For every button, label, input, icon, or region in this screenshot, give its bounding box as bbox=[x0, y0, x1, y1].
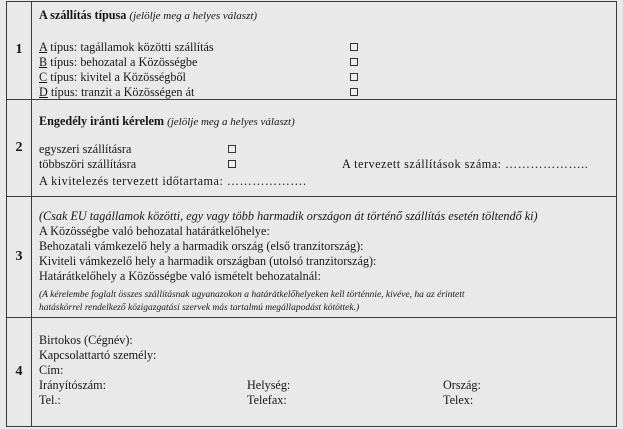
section-hint: (jelölje meg a helyes választ) bbox=[167, 115, 295, 128]
option-letter: C bbox=[39, 70, 48, 84]
checkbox-multiple-shipment[interactable] bbox=[228, 160, 236, 168]
section-1-row bbox=[7, 2, 617, 100]
option-text: típus: tranzit a Közösségen át bbox=[47, 85, 195, 99]
contact-person-field[interactable]: Kapcsolattartó személy: bbox=[39, 347, 157, 362]
option-type-a bbox=[39, 40, 214, 55]
option-letter: D bbox=[39, 85, 48, 99]
planned-duration-field[interactable]: A kivitelezés tervezett időtartama: ………………. bbox=[39, 173, 307, 188]
planned-shipments-count-field[interactable]: A tervezett szállítások száma: ……………….. bbox=[342, 156, 589, 171]
section-number: 2 bbox=[7, 99, 32, 196]
single-shipment-label: egyszeri szállításra bbox=[39, 141, 132, 156]
telex-field[interactable]: Telex: bbox=[443, 392, 474, 407]
option-type-b bbox=[39, 55, 197, 70]
section-title: Engedély iránti kérelem bbox=[39, 113, 165, 128]
section-4-content bbox=[32, 317, 617, 426]
option-letter: B bbox=[39, 55, 48, 69]
option-type-d bbox=[39, 85, 194, 100]
multiple-shipment-label: többszöri szállításra bbox=[39, 156, 137, 171]
section-2-row bbox=[7, 99, 617, 196]
import-customs-office-field[interactable]: Behozatali vámkezelő hely a harmadik ország (első tranzitország): bbox=[39, 238, 364, 253]
section-number: 3 bbox=[7, 196, 32, 317]
reentry-crossing-field[interactable]: Határátkelőhely a Közösségbe való ismételt behozatalnál: bbox=[39, 268, 321, 283]
option-text: típus: kivitel a Közösségből bbox=[47, 70, 186, 84]
section-3-note: (Csak EU tagállamok közötti, egy vagy több harmadik országon át történő szállítás esetén töltendő ki) bbox=[39, 208, 538, 223]
country-field[interactable]: Ország: bbox=[443, 377, 481, 392]
zip-code-field[interactable]: Irányítószám: bbox=[39, 377, 107, 392]
section-2-content bbox=[32, 99, 617, 196]
section-hint: (jelölje meg a helyes választ) bbox=[129, 10, 258, 22]
community-entry-crossing-field[interactable]: A Közösségbe való behozatal határátkelőhelye: bbox=[39, 223, 270, 238]
address-field[interactable]: Cím: bbox=[39, 362, 64, 377]
section-4-row bbox=[7, 317, 617, 426]
checkbox-single-shipment[interactable] bbox=[228, 145, 236, 153]
option-type-c bbox=[39, 70, 186, 85]
checkbox-type-b[interactable] bbox=[350, 58, 358, 66]
section-title: A szállítás típusa bbox=[39, 8, 127, 22]
section-3-row bbox=[7, 196, 617, 317]
option-text: típus: tagállamok közötti szállítás bbox=[47, 40, 214, 54]
section-3-content bbox=[32, 196, 617, 317]
checkbox-type-c[interactable] bbox=[350, 73, 358, 81]
section-3-footnote-line1: (A kérelembe foglalt összes szállításnak ugyanazokon a határátkelőhelyeken kell történnie, kivéve, ha az érintett bbox=[39, 289, 465, 300]
section-number: 1 bbox=[7, 2, 32, 100]
holder-company-field[interactable]: Birtokos (Cégnév): bbox=[39, 332, 133, 347]
city-field[interactable]: Helység: bbox=[247, 377, 291, 392]
checkbox-type-d[interactable] bbox=[350, 88, 358, 96]
section-1-heading bbox=[39, 8, 257, 23]
section-1-content bbox=[32, 2, 617, 100]
telephone-field[interactable]: Tel.: bbox=[39, 392, 61, 407]
export-customs-office-field[interactable]: Kiviteli vámkezelő hely a harmadik országban (utolsó tranzitország): bbox=[39, 253, 377, 268]
section-3-footnote-line2: hatáskörrel rendelkező közigazgatási szervek más tartalmú megállapodást kötöttek.) bbox=[39, 302, 360, 313]
option-text: típus: behozatal a Közösségbe bbox=[47, 55, 198, 69]
checkbox-type-a[interactable] bbox=[350, 43, 358, 51]
section-number: 4 bbox=[7, 317, 32, 426]
section-2-heading bbox=[39, 114, 295, 129]
application-form-table bbox=[6, 1, 617, 427]
option-letter: A bbox=[39, 40, 48, 54]
telefax-field[interactable]: Telefax: bbox=[247, 392, 287, 407]
